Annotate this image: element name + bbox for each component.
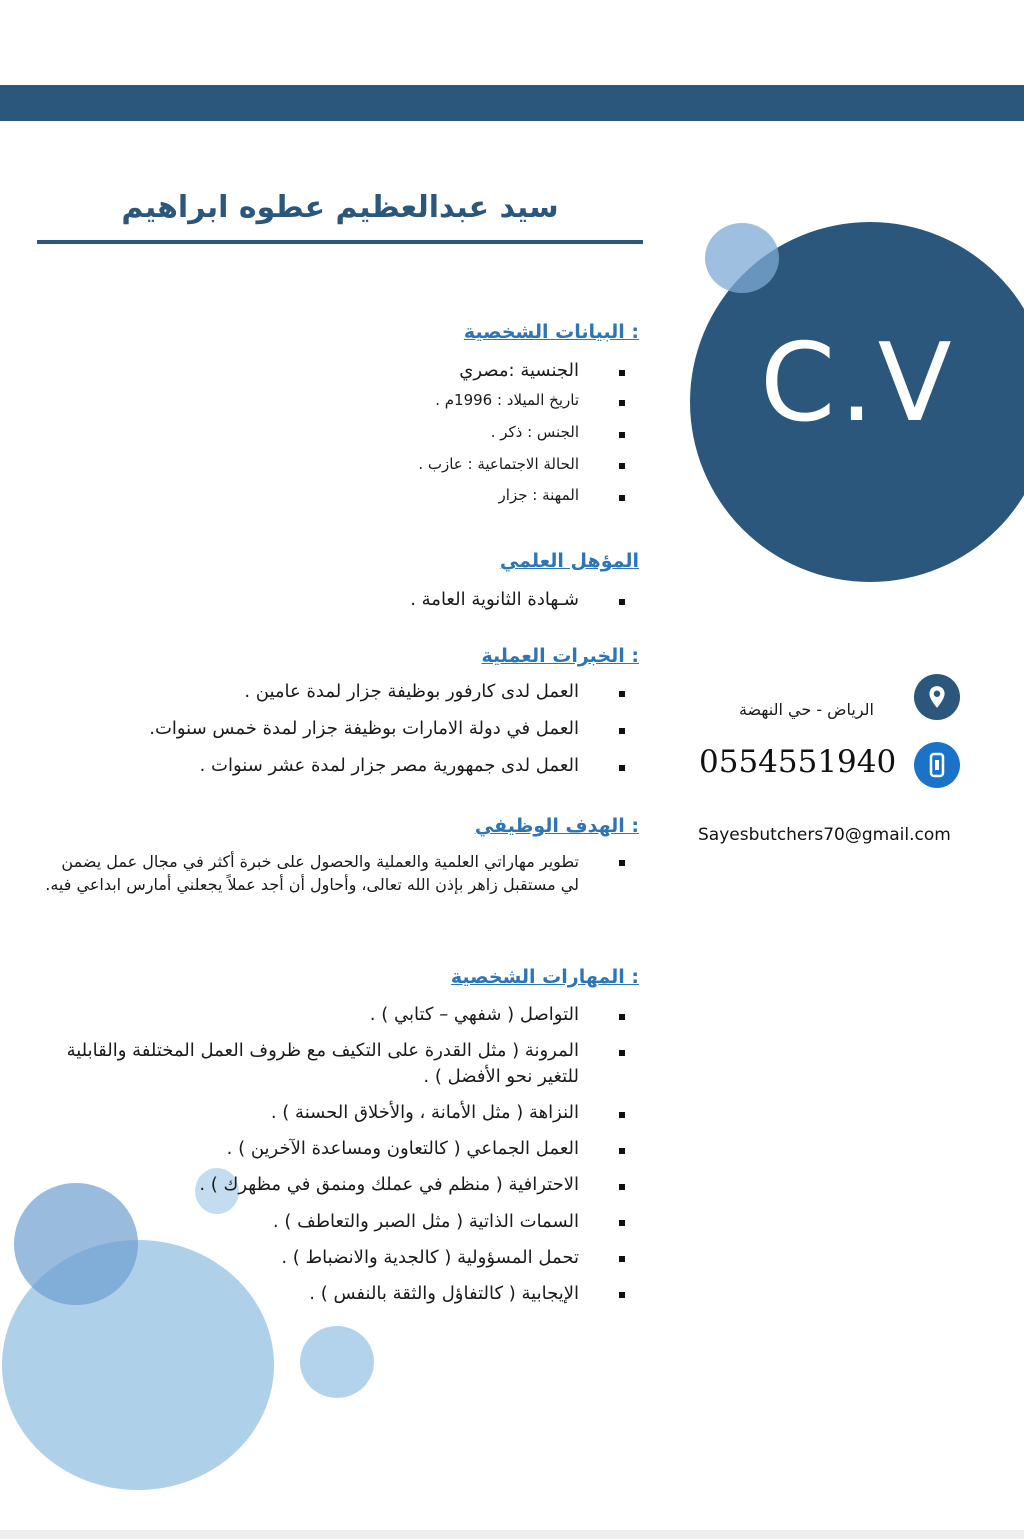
cv-badge-text: C.V xyxy=(760,321,956,446)
phone-number[interactable]: 0554551940 xyxy=(699,744,897,780)
list-item: النزاهة ( مثل الأمانة ، والأخلاق الحسنة ) . xyxy=(39,1100,639,1126)
phone-icon xyxy=(914,742,960,788)
location-pin-icon xyxy=(914,674,960,720)
list-item: السمات الذاتية ( مثل الصبر والتعاطف ) . xyxy=(39,1209,639,1235)
list-item: تطوير مهاراتي العلمية والعملية والحصول على خبرة أكثر في مجال عمل يضمن لي مستقبل زاهر بإذن الله تعالى، وأحاول أن أجد عملاً يجعلني أمارس ابداعي فيه. xyxy=(39,850,639,896)
personal-info-list xyxy=(39,358,639,517)
education-section-title: المؤهل العلمي xyxy=(499,550,639,572)
list-item: الجنسية :مصري xyxy=(39,358,639,384)
goal-section-title: : الهدف الوظيفي xyxy=(474,815,639,837)
skills-list xyxy=(39,1002,639,1317)
list-item: تاريخ الميلاد : 1996م . xyxy=(39,390,639,412)
list-item: العمل في دولة الامارات بوظيفة جزار لمدة خمس سنوات. xyxy=(39,716,639,742)
personal-section-title: : البيانات الشخصية xyxy=(463,321,639,343)
decorative-circle xyxy=(705,223,779,293)
education-list xyxy=(39,587,639,613)
list-item: الحالة الاجتماعية : عازب . xyxy=(39,454,639,476)
address-text: الرياض - حي النهضة xyxy=(738,700,874,719)
list-item: المرونة ( مثل القدرة على التكيف مع ظروف العمل المختلفة والقابلية للتغير نحو الأفضل ) . xyxy=(39,1038,639,1090)
experience-section-title: : الخبرات العملية xyxy=(481,645,639,667)
skills-section-title: : المهارات الشخصية xyxy=(450,966,639,988)
list-item: شـهادة الثانوية العامة . xyxy=(39,587,639,613)
list-item: الإيجابية ( كالتفاؤل والثقة بالنفس ) . xyxy=(39,1281,639,1307)
name-underline xyxy=(37,240,643,244)
candidate-name: سيد عبدالعظيم عطوه ابراهيم xyxy=(121,190,559,225)
list-item: الجنس : ذكر . xyxy=(39,422,639,444)
decorative-circle xyxy=(300,1326,374,1398)
list-item: العمل لدى جمهورية مصر جزار لمدة عشر سنوات . xyxy=(39,753,639,779)
list-item: العمل الجماعي ( كالتعاون ومساعدة الآخرين ) . xyxy=(39,1136,639,1162)
list-item: المهنة : جزار xyxy=(39,485,639,507)
list-item: الاحترافية ( منظم في عملك ومنمق في مظهرك ) . xyxy=(39,1172,639,1198)
list-item: التواصل ( شفهي – كتابي ) . xyxy=(39,1002,639,1028)
goal-list xyxy=(39,850,639,896)
list-item: العمل لدى كارفور بوظيفة جزار لمدة عامين . xyxy=(39,679,639,705)
header-band xyxy=(0,85,1024,121)
list-item: تحمل المسؤولية ( كالجدية والانضباط ) . xyxy=(39,1245,639,1271)
email-address[interactable]: Sayesbutchers70@gmail.com xyxy=(698,825,951,845)
experience-list xyxy=(39,679,639,790)
page-bottom-edge xyxy=(0,1530,1024,1539)
